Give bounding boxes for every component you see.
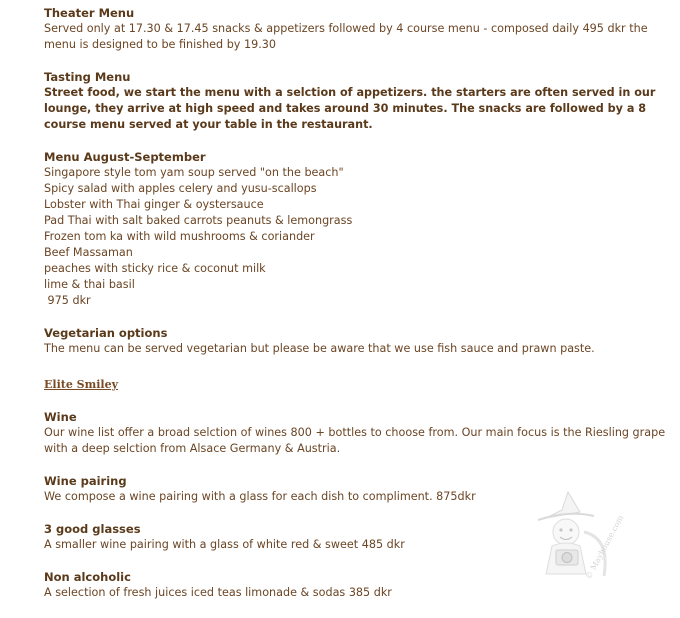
vegetarian-description: The menu can be served vegetarian but please be aware that we use fish sauce and prawn paste. [44, 342, 595, 355]
tasting-menu-title: Tasting Menu [44, 70, 131, 84]
witch-camera-mascot-icon [528, 488, 638, 586]
good-glasses-description: A smaller wine pairing with a glass of white red & sweet 485 dkr [44, 538, 405, 551]
menu-item: Frozen tom ka with wild mushrooms & coriander [44, 230, 315, 243]
theater-menu-description: Served only at 17.30 & 17.45 snacks & appetizers followed by 4 course menu - composed daily 495 dkr the menu is designed to be finished by 19.30 [44, 22, 648, 51]
tasting-menu-section [44, 69, 668, 133]
wine-title: Wine [44, 410, 77, 424]
watermark-text: © Mayhouse.com [583, 513, 626, 581]
menu-item: Pad Thai with salt baked carrots peanuts & lemongrass [44, 214, 353, 227]
vegetarian-section [44, 325, 668, 357]
elite-smiley-link[interactable]: Elite Smiley [44, 378, 118, 391]
menu-item: Lobster with Thai ginger & oystersauce [44, 198, 264, 211]
menu-item: lime & thai basil [44, 278, 135, 291]
non-alcoholic-title: Non alcoholic [44, 570, 131, 584]
menu-price: 975 dkr [44, 294, 91, 307]
theater-menu-title: Theater Menu [44, 6, 135, 20]
elite-smiley-section [44, 373, 668, 393]
menu-item: peaches with sticky rice & coconut milk [44, 262, 266, 275]
good-glasses-title: 3 good glasses [44, 522, 141, 536]
menu-item: Beef Massaman [44, 246, 133, 259]
wine-section [44, 409, 668, 457]
seasonal-menu-title: Menu August-September [44, 150, 206, 164]
theater-menu-section [44, 5, 668, 53]
wine-pairing-title: Wine pairing [44, 474, 127, 488]
menu-item: Singapore style tom yam soup served "on the beach" [44, 166, 344, 179]
non-alcoholic-description: A selection of fresh juices iced teas limonade & sodas 385 dkr [44, 586, 392, 599]
tasting-menu-description: Street food, we start the menu with a selction of appetizers. the starters are often served in our lounge, they arrive at high speed and takes around 30 minutes. The snacks are followed by a 8 course menu served at your table in the restaurant. [44, 86, 656, 131]
menu-item: Spicy salad with apples celery and yusu-scallops [44, 182, 317, 195]
wine-pairing-description: We compose a wine pairing with a glass for each dish to compliment. 875dkr [44, 490, 476, 503]
wine-description: Our wine list offer a broad selction of wines 800 + bottles to choose from. Our main focus is the Riesling grape with a deep selction from Alsace Germany & Austria. [44, 426, 666, 455]
vegetarian-title: Vegetarian options [44, 326, 168, 340]
seasonal-menu-section [44, 149, 668, 309]
